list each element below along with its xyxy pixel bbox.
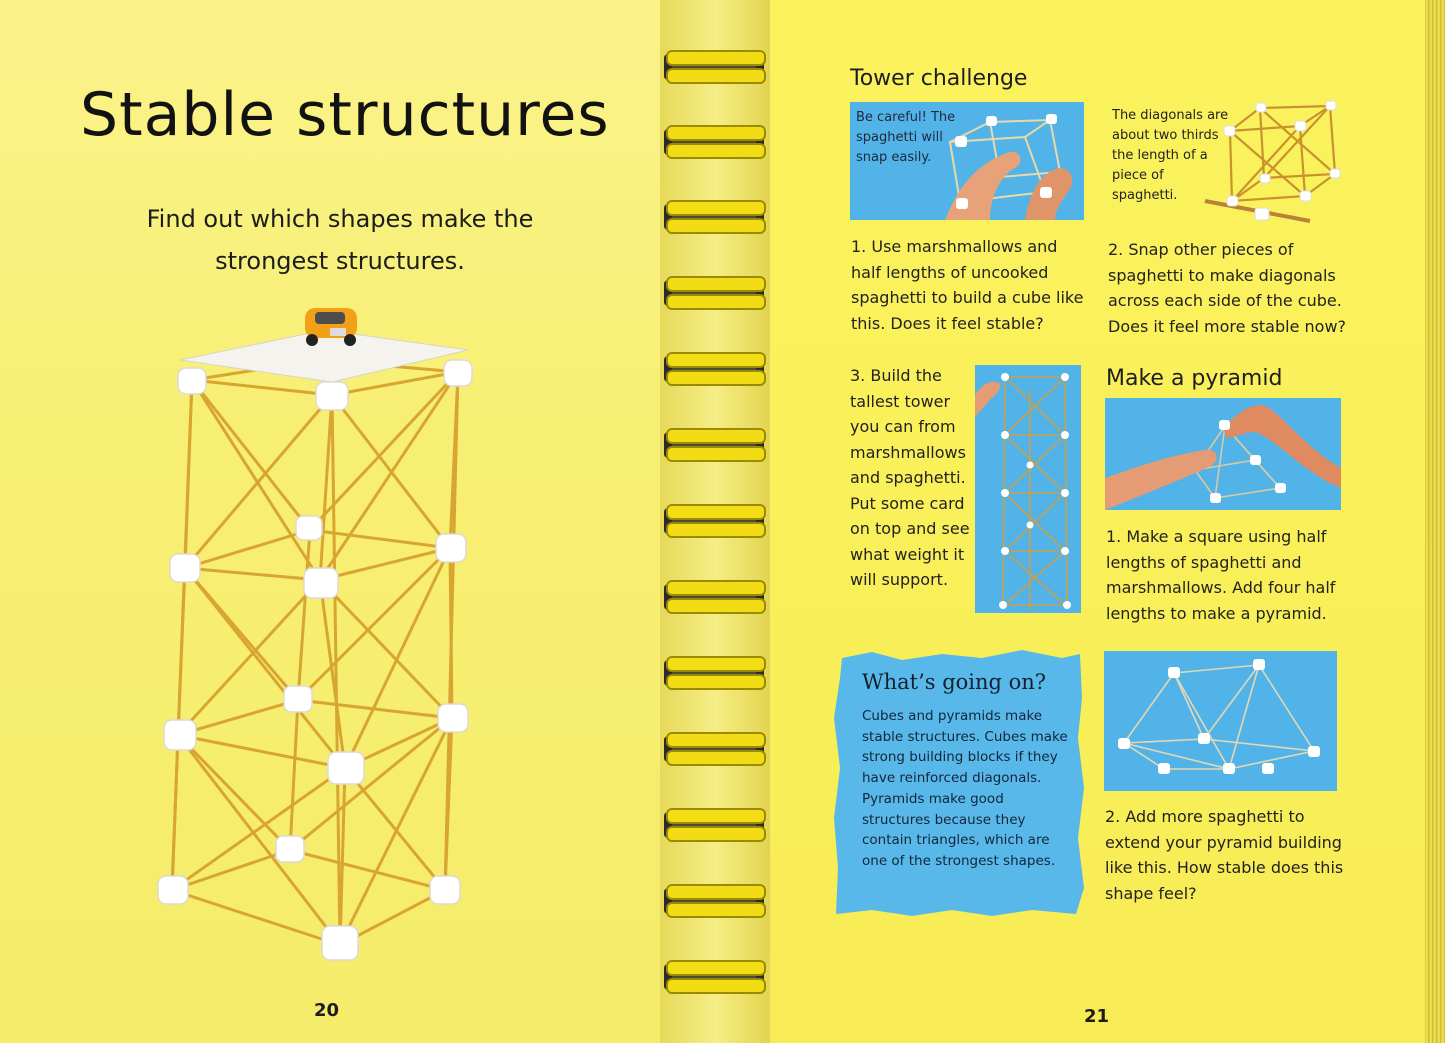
step-1-text: 1. Use marshmallows and half lengths of uncooked spaghetti to build a cube like this. Does it feel stable?: [851, 237, 1084, 333]
photo-extended-pyramid: [1104, 651, 1337, 791]
step-2-text: 2. Snap other pieces of spaghetti to make diagonals across each side of the cube. Does it feel more stable now?: [1108, 240, 1347, 336]
page-number-right: 21: [1084, 1006, 1110, 1027]
pyramid-step-1-text: 1. Make a square using half lengths of spaghetti and marshmallows. Add four half lengths to make a pyramid.: [1106, 527, 1336, 623]
heading-tower-challenge: Tower challenge: [850, 66, 1028, 91]
binding-ring: [664, 808, 766, 842]
binding-ring: [664, 504, 766, 538]
page-title: Stable structures: [80, 80, 610, 150]
binding-ring: [664, 50, 766, 84]
info-box-text: Cubes and pyramids make stable structures. Cubes make strong building blocks if they have reinforced diagonals. Pyramids make good structures because they contain triangles, which are one of the strongest shapes.: [862, 708, 1068, 869]
photo-caption-careful: Be careful! The spaghetti will snap easily.: [856, 110, 956, 165]
binding-ring: [664, 960, 766, 994]
binding-ring: [664, 276, 766, 310]
spaghetti-tower-photo: [150, 290, 490, 984]
step-3-text: 3. Build the tallest tower you can from marshmallows and spaghetti. Put some card on top and see what weight it will support.: [850, 366, 970, 589]
binding-ring: [664, 732, 766, 766]
page-edge: [1425, 0, 1445, 1043]
binding-ring: [664, 884, 766, 918]
whats-going-on-box: [832, 648, 1086, 918]
photo-tall-tower: [975, 365, 1081, 613]
binding-ring: [664, 125, 766, 159]
binding-ring: [664, 352, 766, 386]
photo-making-pyramid: [1105, 398, 1341, 510]
binding-ring: [664, 580, 766, 614]
left-page: [0, 0, 660, 1043]
pyramid-step-2-text: 2. Add more spaghetti to extend your pyramid building like this. How stable does this shape feel?: [1105, 807, 1344, 903]
photo-building-cube: [850, 102, 1084, 220]
info-box-heading: What’s going on?: [862, 670, 1047, 694]
binding-ring: [664, 656, 766, 690]
page-subtitle: Find out which shapes make the strongest structures.: [146, 205, 534, 275]
diagonals-note: The diagonals are about two thirds the length of a piece of spaghetti.: [1112, 108, 1229, 203]
page-number: 20: [314, 1000, 340, 1021]
binding-ring: [664, 200, 766, 234]
binding-ring: [664, 428, 766, 462]
heading-make-pyramid: Make a pyramid: [1106, 366, 1283, 391]
cube-diagonals-photo: [1200, 96, 1350, 235]
